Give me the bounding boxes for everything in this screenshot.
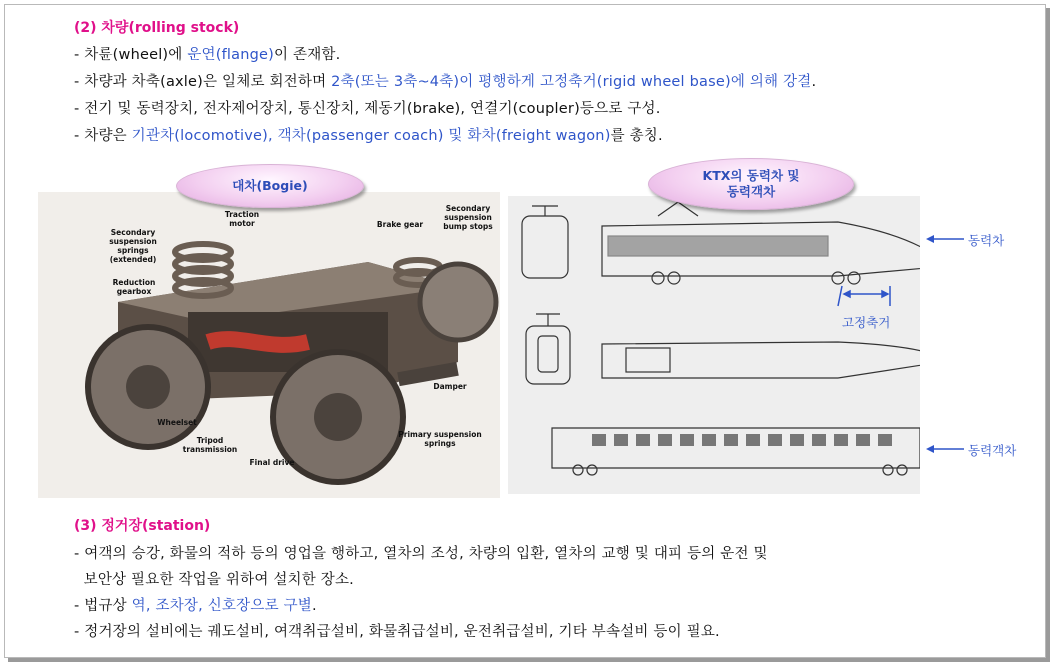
arrow-icon (924, 232, 966, 246)
label-final-drive: Final drive (249, 458, 295, 467)
bullet-line: - 전기 및 동력장치, 전자제어장치, 통신장치, 제동기(brake), 연결기(coupler)등으로 구성. (74, 101, 661, 117)
bullet-line: - 여객의 승강, 화물의 적하 등의 영업을 행하고, 열차의 조성, 차량의 입환, 열차의 교행 및 대피 등의 운전 및 (74, 546, 768, 562)
label-power-coach: 동력객차 (968, 443, 1017, 458)
label-secondary-springs: Secondary suspension springs (extended) (109, 228, 157, 264)
label-wheelset: Wheelset (157, 418, 197, 427)
bogie-title-badge: 대차(Bogie) (176, 164, 364, 208)
label-traction-motor: Traction motor (224, 210, 260, 228)
label-tripod-transmission: Tripod transmission (182, 436, 238, 454)
label-reduction-gearbox: Reduction gearbox (112, 278, 156, 296)
section-heading-rolling-stock: (2) 차량(rolling stock) (74, 20, 240, 36)
bullet-line: - 차량은 기관차(locomotive), 객차(passenger coach) 및 화차(freight wagon)를 총칭. (74, 128, 663, 144)
label-rigid-wheelbase: 고정축거 (842, 315, 891, 330)
bullet-line: - 정거장의 설비에는 궤도설비, 여객취급설비, 화물취급설비, 운전취급설비, 기타 부속설비 등이 필요. (74, 624, 720, 640)
label-bump-stops: Secondary suspension bump stops (443, 204, 493, 231)
label-power-car: 동력차 (968, 233, 1005, 248)
ktx-drawing (508, 196, 920, 494)
arrow-icon (924, 442, 966, 456)
bullet-line: - 법규상 역, 조차장, 신호장으로 구별. (74, 598, 317, 614)
label-primary-springs: Primary suspension springs (398, 430, 482, 448)
ktx-title-line1: KTX의 동력차 및 (702, 168, 800, 183)
bullet-line: - 차량과 차축(axle)은 일체로 회전하며 2축(또는 3축~4축)이 평행하게 고정축거(rigid wheel base)에 의해 강결. (74, 74, 817, 90)
ktx-title-line2: 동력객차 (726, 184, 776, 199)
label-brake-gear: Brake gear (376, 220, 424, 229)
ktx-title-badge (648, 158, 854, 210)
bullet-line: - 차륜(wheel)에 운연(flange)이 존재함. (74, 47, 341, 63)
bullet-line: 보안상 필요한 작업을 위하여 설치한 장소. (74, 572, 354, 588)
ktx-line-drawings (508, 196, 920, 494)
label-damper: Damper (433, 382, 467, 391)
bogie-image (38, 192, 500, 498)
section-heading-station: (3) 정거장(station) (74, 518, 211, 534)
